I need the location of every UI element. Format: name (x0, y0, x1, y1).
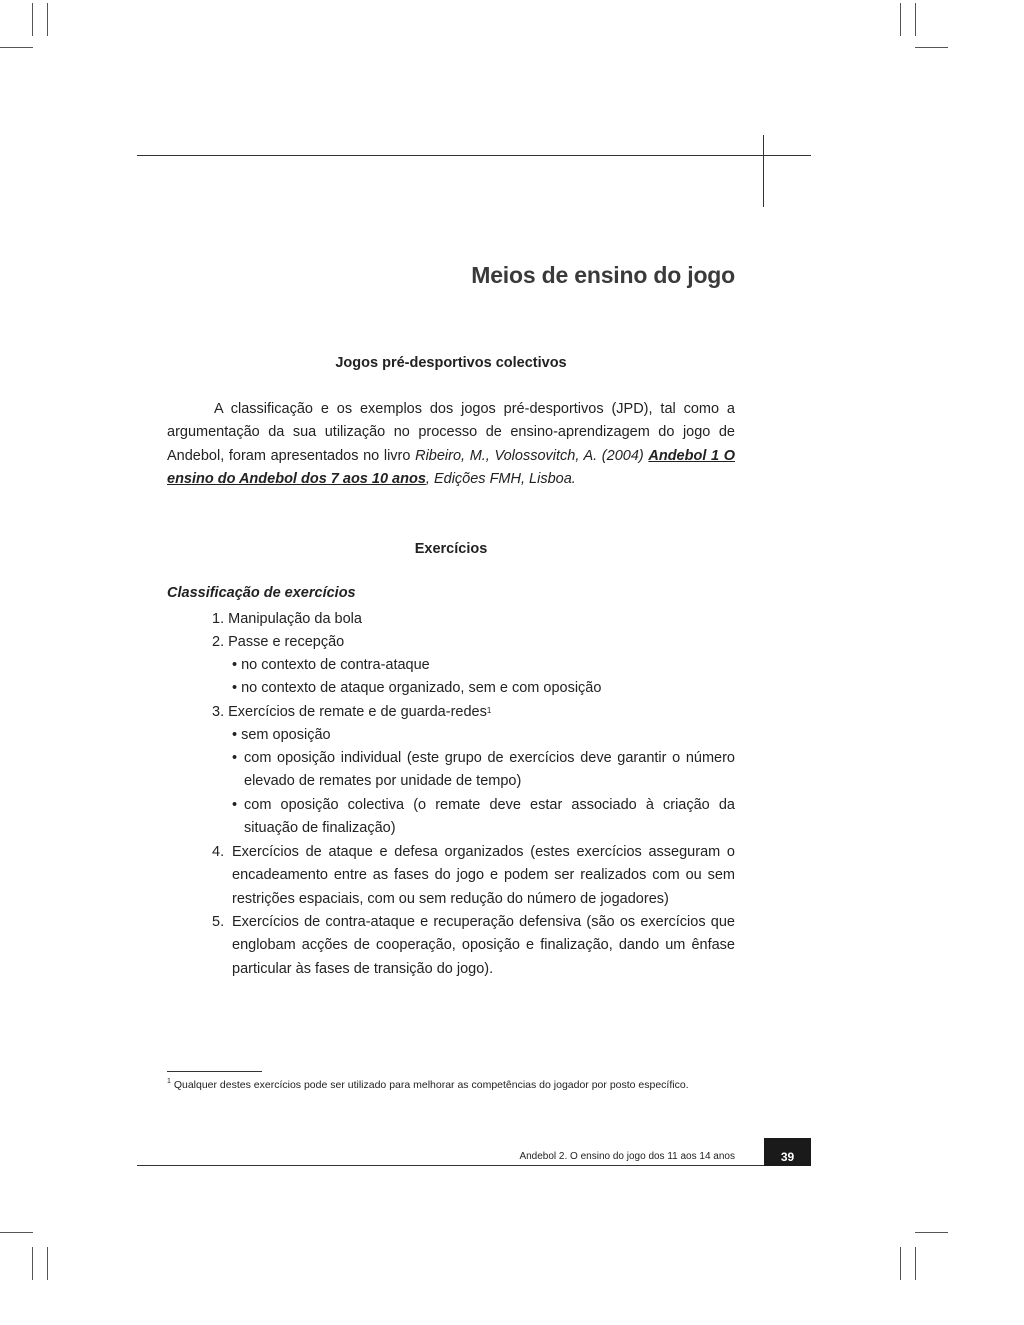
intro-text: A classificação e os exemplos dos jogos pré-desportivos (JPD), tal como a argumentação da sua utilização no processo de ensino-aprendizagem do jogo de Andebol, foram apresentados no livro (167, 401, 735, 464)
header-rule-tick (763, 135, 764, 207)
crop-mark (915, 47, 948, 48)
book-title: Andebol 1 O ensino do Andebol dos 7 aos 10 anos (167, 447, 735, 487)
intro-paragraph (167, 398, 735, 491)
bullet-text: no contexto de contra-ataque (241, 657, 430, 673)
item-text: Manipulação da bola (228, 611, 362, 627)
bullet-item (232, 678, 601, 698)
footnote-rule (167, 1071, 262, 1072)
item-text: Exercícios de ataque e defesa organizados (estes exercícios asseguram o encadeamento entre as fases do jogo e podem ser realizados com ou sem restrições espaciais, com ou sem redução do número de jogadores) (232, 844, 735, 907)
list-item (212, 911, 735, 981)
list-item (212, 702, 491, 722)
footnote-mark: 1 (167, 1078, 171, 1085)
bullet-icon: • (232, 727, 238, 743)
bullet-text: sem oposição (241, 727, 331, 743)
footnote-text: Qualquer destes exercícios pode ser utilizado para melhorar as competências do jogador por posto específico. (170, 1079, 689, 1091)
crop-mark (915, 1232, 948, 1233)
crop-mark (32, 3, 33, 36)
bullet-icon: • (232, 750, 238, 766)
header-rule (137, 155, 811, 156)
bullet-item (232, 794, 735, 841)
footnote (167, 1079, 747, 1091)
footnote-mark: 1 (486, 706, 492, 715)
item-number: 5. (212, 914, 225, 930)
page-number: 39 (780, 1150, 795, 1164)
list-item (212, 632, 344, 652)
bullet-icon: • (232, 657, 238, 673)
intro-citation: Ribeiro, M., Volossovitch, A. (2004) (415, 447, 649, 464)
section-heading-jogos: Jogos pré-desportivos colectivos (335, 355, 567, 371)
item-number: 4. (212, 844, 225, 860)
running-title: Andebol 2. O ensino do jogo dos 11 aos 14 anos (519, 1151, 735, 1162)
bullet-text: com oposição colectiva (o remate deve estar associado à criação da situação de finalização) (244, 797, 735, 837)
crop-mark (0, 1232, 33, 1233)
bullet-text: no contexto de ataque organizado, sem e com oposição (241, 680, 602, 696)
bullet-icon: • (232, 797, 238, 813)
bullet-text: com oposição individual (este grupo de exercícios deve garantir o número elevado de remates por unidade de tempo) (244, 750, 735, 790)
crop-mark (900, 1247, 901, 1280)
crop-mark (47, 1247, 48, 1280)
page-number-box (764, 1138, 811, 1166)
crop-mark (915, 1247, 916, 1280)
list-item (212, 841, 735, 911)
intro-publisher: , Edições FMH, Lisboa. (425, 470, 576, 487)
crop-mark (0, 47, 33, 48)
crop-mark (32, 1247, 33, 1280)
item-text: Exercícios de contra-ataque e recuperação defensiva (são os exercícios que englobam acções de cooperação, oposição e finalização, dando um ênfase particular às fases de transição do jogo). (232, 914, 735, 977)
bullet-item (232, 655, 430, 675)
item-number: 3. (212, 704, 225, 720)
item-number: 2. (212, 634, 225, 650)
item-number: 1. (212, 611, 225, 627)
section-heading-exercicios: Exercícios (414, 541, 488, 557)
bullet-item (232, 747, 735, 794)
footer-rule (137, 1165, 811, 1166)
page-title: Meios de ensino do jogo (471, 262, 735, 288)
item-text: Passe e recepção (228, 634, 345, 650)
crop-mark (915, 3, 916, 36)
bullet-item (232, 725, 331, 745)
list-item (212, 609, 362, 629)
crop-mark (47, 3, 48, 36)
classification-heading: Classificação de exercícios (167, 585, 356, 601)
crop-mark (900, 3, 901, 36)
item-text: Exercícios de remate e de guarda-redes (228, 704, 487, 720)
bullet-icon: • (232, 680, 238, 696)
